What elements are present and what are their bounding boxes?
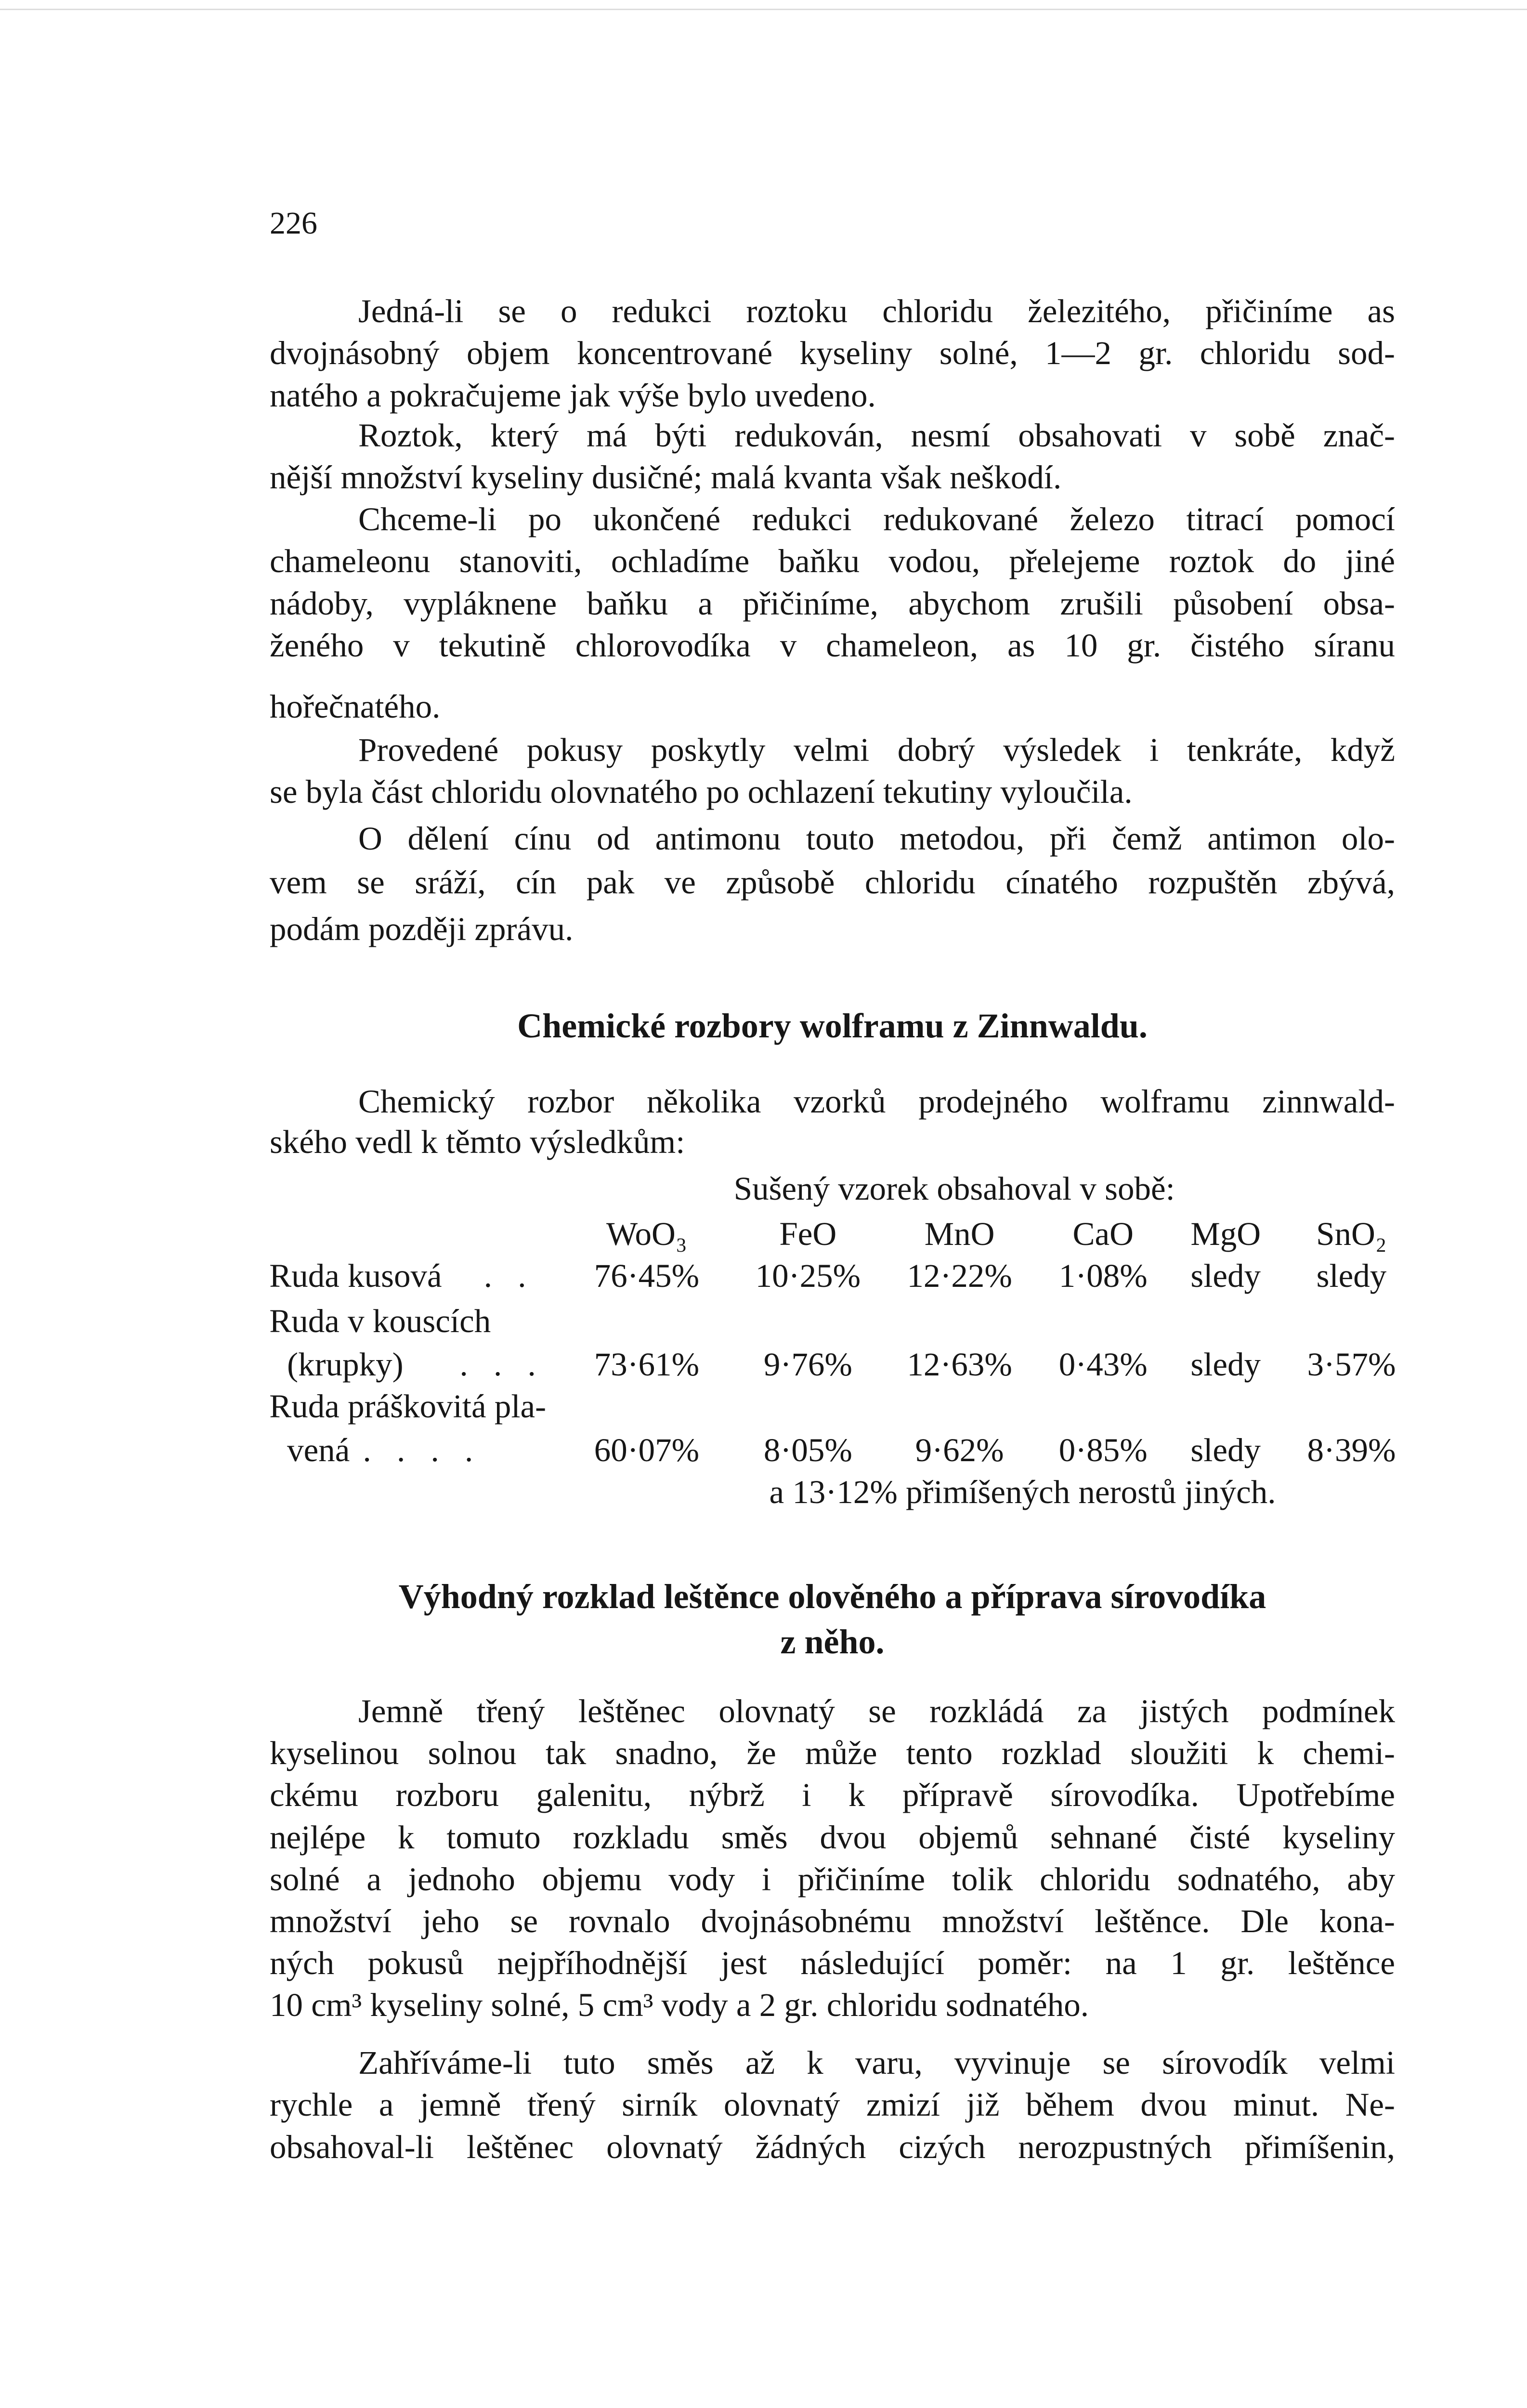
text-line: se byla část chloridu olovnatého po ochlazení tekutiny vyloučila. bbox=[270, 773, 1133, 811]
text-line: nější množství kyseliny dusičné; malá kvanta však neškodí. bbox=[270, 459, 1062, 496]
column-header: MgO bbox=[1190, 1215, 1261, 1252]
heading-galena-line-1: Výhodný rozklad leštěnce olověného a příprava sírovodíka bbox=[398, 1577, 1266, 1616]
table-cell: 12·22% bbox=[907, 1257, 1012, 1295]
table-cell: sledy bbox=[1316, 1257, 1387, 1295]
heading-galena-line-2: z něho. bbox=[780, 1623, 885, 1661]
text-line: natého a pokračujeme jak výše bylo uvedeno. bbox=[270, 377, 876, 414]
leader-dots: . . bbox=[483, 1257, 535, 1295]
table-cell: 76·45% bbox=[594, 1257, 700, 1295]
table-cell: 8·39% bbox=[1307, 1431, 1396, 1468]
table-cell: 0·85% bbox=[1058, 1431, 1148, 1468]
table-cell: 8·05% bbox=[763, 1431, 852, 1468]
row-label: Ruda kusová bbox=[269, 1257, 442, 1295]
text-line: dvojnásobný objem koncentrované kyseliny solné, 1—2 gr. chloridu sod- bbox=[270, 335, 1395, 372]
text-line: množství jeho se rovnalo dvojnásobnému množství leštěnce. Dle kona- bbox=[270, 1902, 1395, 1939]
text-line: rychle a jemně třený sirník olovnatý zmizí již během dvou minut. Ne- bbox=[270, 2086, 1395, 2123]
table-cell: 12·63% bbox=[907, 1346, 1012, 1383]
table-cell: sledy bbox=[1190, 1346, 1261, 1383]
text-line: Roztok, který má býti redukován, nesmí obsahovati v sobě znač- bbox=[358, 417, 1395, 454]
table-cell: 10·25% bbox=[755, 1257, 861, 1295]
text-line: Jemně třený leštěnec olovnatý se rozkládá za jistých podmínek bbox=[358, 1693, 1395, 1730]
text-line: obsahoval-li leštěnec olovnatý žádných cizých nerozpustných přimíšenin, bbox=[270, 2128, 1395, 2165]
text-line: 10 cm³ kyseliny solné, 5 cm³ vody a 2 gr. chloridu sodnatého. bbox=[270, 1986, 1089, 2023]
table-cell: sledy bbox=[1190, 1431, 1261, 1468]
table-cell: 0·43% bbox=[1058, 1346, 1148, 1383]
text-line: Jedná-li se o redukci roztoku chloridu železitého, přičiníme as bbox=[358, 293, 1395, 330]
row-label: (krupky) bbox=[287, 1346, 404, 1383]
table-cell: 1·08% bbox=[1058, 1257, 1148, 1295]
text-line: vem se sráží, cín pak ve způsobě chloridu cínatého rozpuštěn zbývá, bbox=[270, 864, 1395, 901]
table-cell: 73·61% bbox=[594, 1346, 700, 1383]
column-header: WoO₃ bbox=[606, 1215, 687, 1252]
table-caption: Sušený vzorek obsahoval v sobě: bbox=[733, 1170, 1175, 1207]
heading-wolfram-analysis: Chemické rozbory wolframu z Zinnwaldu. bbox=[517, 1007, 1148, 1045]
table-cell: 9·76% bbox=[763, 1346, 852, 1383]
scan-edge bbox=[0, 0, 1527, 10]
text-line: ského vedl k těmto výsledkům: bbox=[270, 1124, 685, 1161]
table-cell: 60·07% bbox=[594, 1431, 700, 1468]
text-line: ckému rozboru galenitu, nýbrž i k přípravě sírovodíka. Upotřebíme bbox=[270, 1777, 1395, 1814]
text-line: Chceme-li po ukončené redukci redukované železo titrací pomocí bbox=[358, 501, 1395, 538]
column-header: CaO bbox=[1072, 1215, 1134, 1252]
row-label: Ruda práškovitá pla- bbox=[269, 1388, 547, 1425]
leader-dots: . . . bbox=[459, 1346, 545, 1383]
page-number: 226 bbox=[270, 206, 317, 241]
column-header: MnO bbox=[924, 1215, 995, 1252]
text-line: Chemický rozbor několika vzorků prodejného wolframu zinnwald- bbox=[358, 1083, 1395, 1120]
table-cell: sledy bbox=[1190, 1257, 1261, 1295]
row-label: Ruda v kouscích bbox=[269, 1302, 491, 1339]
text-line: chameleonu stanoviti, ochladíme baňku vodou, přelejeme roztok do jiné bbox=[270, 543, 1395, 580]
text-line: solné a jednoho objemu vody i přičiníme tolik chloridu sodnatého, aby bbox=[270, 1860, 1395, 1898]
text-line: ných pokusů nejpříhodnější jest následující poměr: na 1 gr. leštěnce bbox=[270, 1944, 1395, 1981]
text-line: Provedené pokusy poskytly velmi dobrý výsledek i tenkráte, když bbox=[358, 732, 1395, 769]
text-line: nejlépe k tomuto rozkladu směs dvou objemů sehnané čisté kyseliny bbox=[270, 1819, 1395, 1856]
column-header: FeO bbox=[779, 1215, 837, 1252]
table-note: a 13·12% přimíšených nerostů jiných. bbox=[769, 1473, 1276, 1510]
text-line: Zahříváme-li tuto směs až k varu, vyvinuje se sírovodík velmi bbox=[358, 2044, 1395, 2081]
text-line: ženého v tekutině chlorovodíka v chameleon, as 10 gr. čistého síranu bbox=[270, 627, 1395, 664]
table-cell: 3·57% bbox=[1307, 1346, 1396, 1383]
column-header: SnO₂ bbox=[1316, 1215, 1387, 1252]
leader-dots: . . . . bbox=[363, 1431, 482, 1468]
table-cell: 9·62% bbox=[915, 1431, 1004, 1468]
text-line: kyselinou solnou tak snadno, že může tento rozklad sloužiti k chemi- bbox=[270, 1735, 1395, 1772]
row-label: vená bbox=[287, 1431, 350, 1468]
text-line: nádoby, vypláknene baňku a přičiníme, abychom zrušili působení obsa- bbox=[270, 585, 1395, 622]
text-line: hořečnatého. bbox=[270, 688, 441, 725]
text-line: O dělení cínu od antimonu touto metodou, při čemž antimon olo- bbox=[358, 820, 1395, 857]
text-line: podám později zprávu. bbox=[270, 911, 574, 948]
